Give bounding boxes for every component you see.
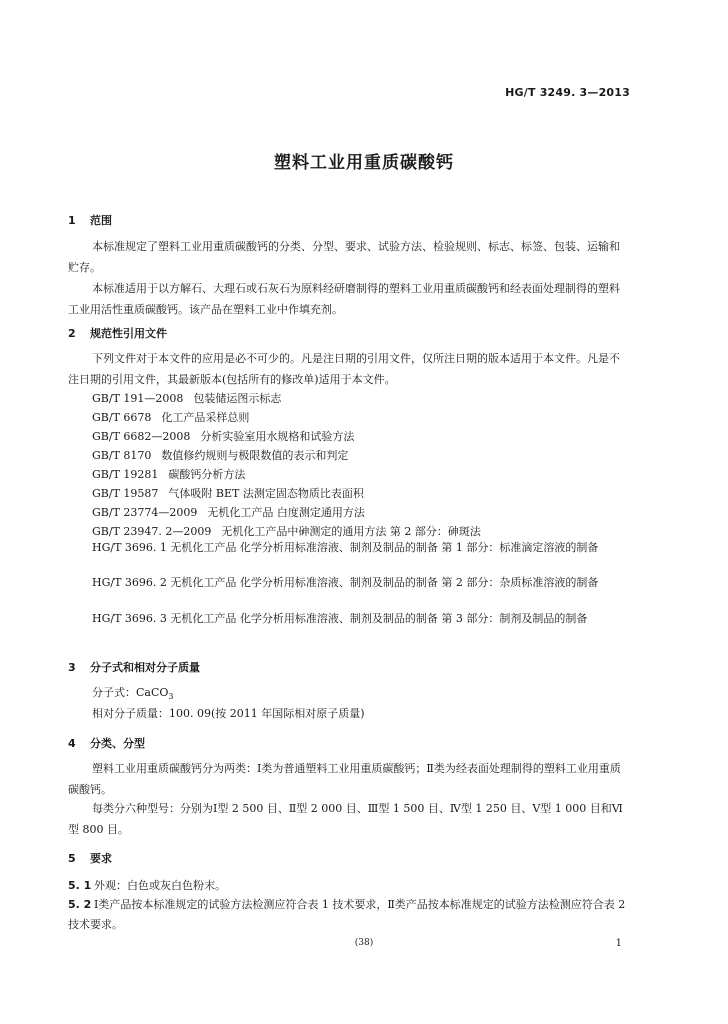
requirement-item: 5. 2 Ⅰ类产品按本标准规定的试验方法检测应符合表 1 技术要求，Ⅱ类产品按本标准规定的试验方法检测应符合表 2 技术要求。	[68, 898, 626, 931]
ref-item: GB/T 19281 碳酸钙分析方法	[92, 468, 246, 481]
document-title: 塑料工业用重质碳酸钙	[274, 153, 454, 173]
section-1-para-1: 本标准规定了塑料工业用重质碳酸钙的分类、分型、要求、试验方法、检验规则、标志、标签、包装、运输和贮存。	[68, 240, 620, 274]
section-title: 要求	[90, 852, 112, 865]
standard-code: HG/T 3249. 3—2013	[505, 86, 630, 99]
section-4-para-2: 每类分六种型号：分别为Ⅰ型 2 500 目、Ⅱ型 2 000 目、Ⅲ型 1 500 目、Ⅳ型 1 250 目、Ⅴ型 1 000 目和Ⅵ型 800 目。	[68, 802, 623, 836]
section-number: 3	[68, 661, 76, 674]
requirement-item: 5. 1 外观：白色或灰白色粉末。	[68, 879, 226, 892]
section-5-heading	[68, 850, 112, 866]
section-number: 4	[68, 737, 76, 750]
ref-item-wrapped: HG/T 3696. 1 无机化工产品 化学分析用标准溶液、制剂及制品的制备 第 1 部分：标准滴定溶液的制备	[92, 541, 599, 554]
molecular-formula: 分子式：CaCO$_3$	[92, 686, 174, 702]
section-1-para-2: 本标准适用于以方解石、大理石或石灰石为原料经研磨制得的塑料工业用重质碳酸钙和经表面处理制得的塑料工业用活性重质碳酸钙。该产品在塑料工业中作填充剂。	[68, 282, 620, 316]
ref-item: GB/T 6678 化工产品采样总则	[92, 411, 250, 424]
section-4-heading	[68, 735, 145, 751]
molecular-mass: 相对分子质量：100. 09(按 2011 年国际相对原子质量)	[92, 707, 365, 720]
section-number: 1	[68, 214, 76, 227]
ref-item: GB/T 8170 数值修约规则与极限数值的表示和判定	[92, 449, 349, 462]
ref-item-wrapped: HG/T 3696. 3 无机化工产品 化学分析用标准溶液、制剂及制品的制备 第 3 部分：制剂及制品的制备	[92, 612, 588, 625]
ref-item: GB/T 19587 气体吸附 BET 法测定固态物质比表面积	[92, 487, 364, 500]
section-2-intro: 下列文件对于本文件的应用是必不可少的。凡是注日期的引用文件，仅所注日期的版本适用于本文件。凡是不注日期的引用文件，其最新版本(包括所有的修改单)适用于本文件。	[68, 352, 620, 386]
ref-item: GB/T 191—2008 包装储运图示标志	[92, 392, 282, 405]
section-1-heading	[68, 212, 112, 228]
footer-folio: (38)	[354, 938, 374, 948]
section-number: 5	[68, 852, 76, 865]
section-title: 分子式和相对分子质量	[90, 661, 200, 674]
section-title: 范围	[90, 214, 112, 227]
ref-item: GB/T 6682—2008 分析实验室用水规格和试验方法	[92, 430, 355, 443]
section-2-heading	[68, 325, 167, 341]
section-4-para-1: 塑料工业用重质碳酸钙分为两类：Ⅰ类为普通塑料工业用重质碳酸钙；Ⅱ类为经表面处理制得的塑料工业用重质碳酸钙。	[68, 762, 621, 796]
section-3-heading	[68, 659, 200, 675]
section-title: 分类、分型	[90, 737, 145, 750]
section-title: 规范性引用文件	[90, 327, 167, 340]
page-number: 1	[615, 938, 622, 949]
ref-item: GB/T 23774—2009 无机化工产品 白度测定通用方法	[92, 506, 365, 519]
section-number: 2	[68, 327, 76, 340]
ref-item-wrapped: HG/T 3696. 2 无机化工产品 化学分析用标准溶液、制剂及制品的制备 第 2 部分：杂质标准溶液的制备	[92, 576, 599, 589]
ref-item: GB/T 23947. 2—2009 无机化工产品中砷测定的通用方法 第 2 部分：砷斑法	[92, 525, 481, 538]
